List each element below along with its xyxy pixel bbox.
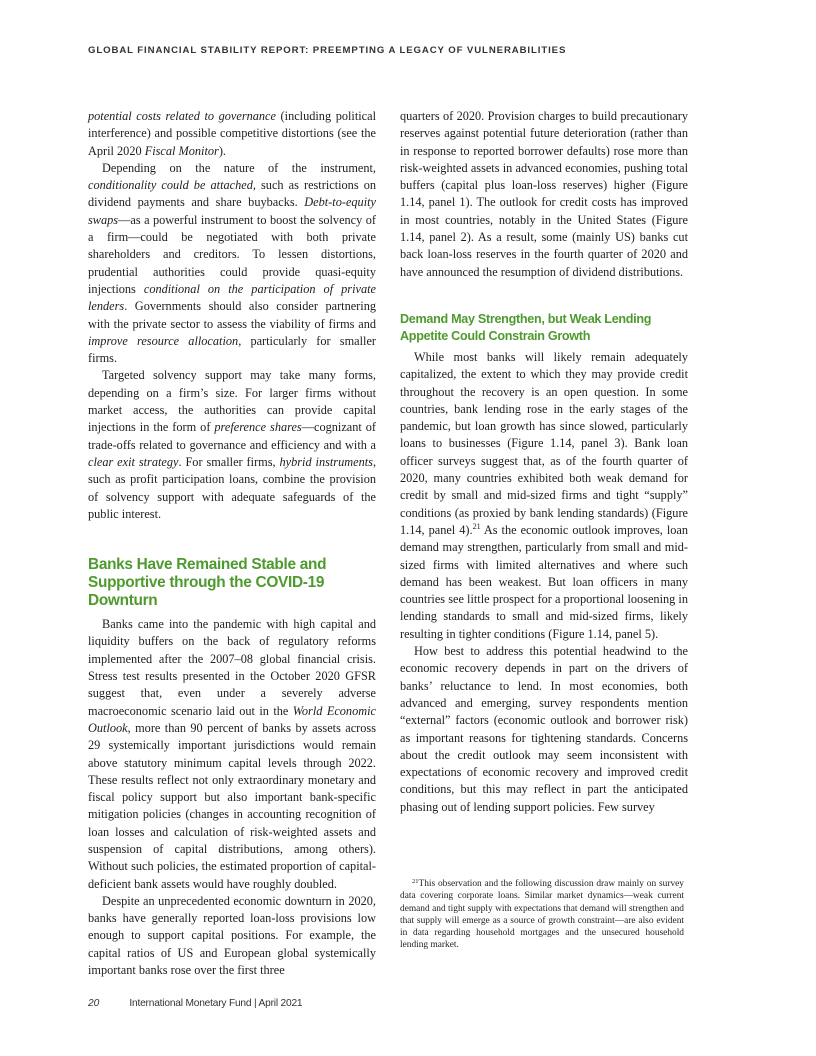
- running-head: GLOBAL FINANCIAL STABILITY REPORT: PREEMPTING A LEGACY OF VULNERABILITIES: [88, 45, 567, 56]
- italic-text: improve resource allocation: [88, 333, 239, 348]
- footnote-marker: 21: [472, 521, 481, 531]
- text-run: . Governments should also consider partnering with the private sector to assess the viability of firms and: [88, 299, 376, 331]
- text-run: , such as profit participation loans, combine the provision of solvency support with adequate safeguards of the public interest.: [88, 454, 377, 521]
- text-run: While most banks will likely remain adequately capitalized, the extent to which they may provide credit throughout the recovery is an open question. In some countries, bank lending rose in the early stages of the pandemic, but loan growth has since slowed, particularly loans to businesses (Figure 1.14, panel 3). Bank loan officer surveys suggest that, as of the fourth quarter of 2020, many countries exhibited both weak demand for credit by small and mid-sized firms and tight “supply” conditions (as proxied by bank lending standards) (Figure 1.14, panel 4).: [400, 349, 688, 537]
- text-run: ).: [218, 143, 226, 158]
- italic-text: clear exit strategy: [88, 454, 179, 469]
- text-run: Despite an unprecedented economic downturn in 2020, banks have generally reported loan-loss provisions low enough to support capital positions. For example, the capital ratios of US and European global systemically important banks rose over the first three: [88, 893, 376, 978]
- right-column: [400, 108, 688, 816]
- footnote: [400, 878, 684, 952]
- page-footer: [88, 998, 302, 1009]
- paragraph: [88, 108, 376, 160]
- italic-text: preference shares: [214, 420, 302, 435]
- text-run: —as a powerful instrument to boost the solvency of a firm—could be negotiated with both private shareholders and creditors. To lessen distortions, prudential authorities could provide quasi-equity injections: [88, 212, 376, 296]
- footnote-marker: 21: [412, 878, 419, 885]
- text-run: Banks came into the pandemic with high capital and liquidity buffers on the back of regulatory reforms implemented after the 2007–08 global financial crisis. Stress test results presented in the October 2020 GFSR suggest that, even under a severely adverse macroeconomic scenario laid out in the: [88, 617, 376, 718]
- section-heading: Banks Have Remained Stable and Supportive through the COVID-19 Downturn: [88, 556, 327, 610]
- text-run: , particularly for smaller firms.: [88, 333, 377, 366]
- text-run: Targeted solvency support may take many forms, depending on a firm’s size. For larger firms without market access, the authorities can provide capital injections in the form of: [88, 368, 376, 435]
- text-run: Depending on the nature of the instrument,: [102, 160, 376, 175]
- page-number: 20: [88, 998, 100, 1009]
- left-column: [88, 108, 376, 979]
- italic-text: conditionality could be attached: [88, 178, 253, 193]
- paragraph: [88, 367, 376, 523]
- text-run: This observation and the following discussion draw mainly on survey data covering corporate loans. Similar market dynamics—weak current demand and tight supply with expectations that demand will strengthen and that supply will emerge as a source of growth constraint—are also evident in data regarding household mortgages and the unsecured household lending market.: [400, 879, 684, 951]
- text-run: quarters of 2020. Provision charges to build precautionary reserves against potential future deterioration (rather than in response to reported borrower defaults) rose more than risk-weighted assets in advanced economies, pushing total buffers (capital plus loan-loss reserves) higher (Figure 1.14, panel 1). The outlook for credit costs has improved in most countries, notably in the United States (Figure 1.14, panel 2). As a result, some (mainly US) banks cut back loan-loss reserves in the fourth quarter of 2020 and have announced the resumption of dividend distributions.: [400, 109, 688, 279]
- text-run: , more than 90 percent of banks by assets across 29 systemically important jurisdictions would remain above statutory minimum capital levels through 2022. These results reflect not only extraordinary monetary and fiscal policy support but also important bank-specific mitigation policies (changes in accounting recognition of loan losses and calculation of risk-weighted assets and suspension of capital distributions, among others). Without such policies, the estimated proportion of capital-deficient bank assets would have roughly doubled.: [88, 720, 376, 891]
- paragraph: [88, 160, 376, 368]
- footnote-text: [400, 878, 684, 952]
- text-run: . For smaller firms,: [178, 454, 280, 469]
- paragraph: [88, 893, 376, 979]
- italic-text: World Economic Outlook: [88, 703, 376, 735]
- paragraph: [400, 643, 688, 816]
- section-heading: Demand May Strengthen, but Weak Lending Appetite Could Constrain Growth: [400, 311, 652, 343]
- text-run: How best to address this potential headwind to the economic recovery depends in part on the drivers of banks’ reluctance to lend. In most economies, both advanced and emerging, survey respondents mention “external” factors (economic outlook and borrower risk) as important reasons for tightening standards. Concerns about the credit outlook may seem inconsistent with expectations of economic recovery and improved credit conditions, but this may reflect in part the anticipated phasing out of lending support policies. Few survey: [400, 644, 688, 814]
- text-run: —cognizant of trade-offs related to governance and efficiency and with a: [88, 420, 377, 452]
- italic-text: conditional on the participation of private lenders: [88, 281, 376, 314]
- text-run: (including political interference) and possible competitive distortions (see the April 2020: [88, 109, 376, 158]
- italic-text: potential costs related to governance: [88, 109, 276, 123]
- publisher-line: International Monetary Fund | April 2021: [129, 998, 303, 1009]
- paragraph: [400, 349, 688, 643]
- paragraph: [400, 108, 688, 281]
- italic-text: Debt-to-equity swaps: [88, 195, 376, 227]
- italic-text: hybrid instruments: [279, 454, 373, 469]
- italic-text: Fiscal Monitor: [144, 143, 219, 158]
- text-run: As the economic outlook improves, loan demand may strengthen, particularly from small and mid-sized firms with limited alternatives and where such demand has been weakest. But loan officers in many countries see little prospect for a proportional loosening in lending standards to small and mid-sized firms, likely resulting in tighter conditions (Figure 1.14, panel 5).: [400, 522, 688, 641]
- paragraph: [88, 616, 376, 893]
- text-run: , such as restrictions on dividend payments and share buybacks.: [88, 178, 376, 210]
